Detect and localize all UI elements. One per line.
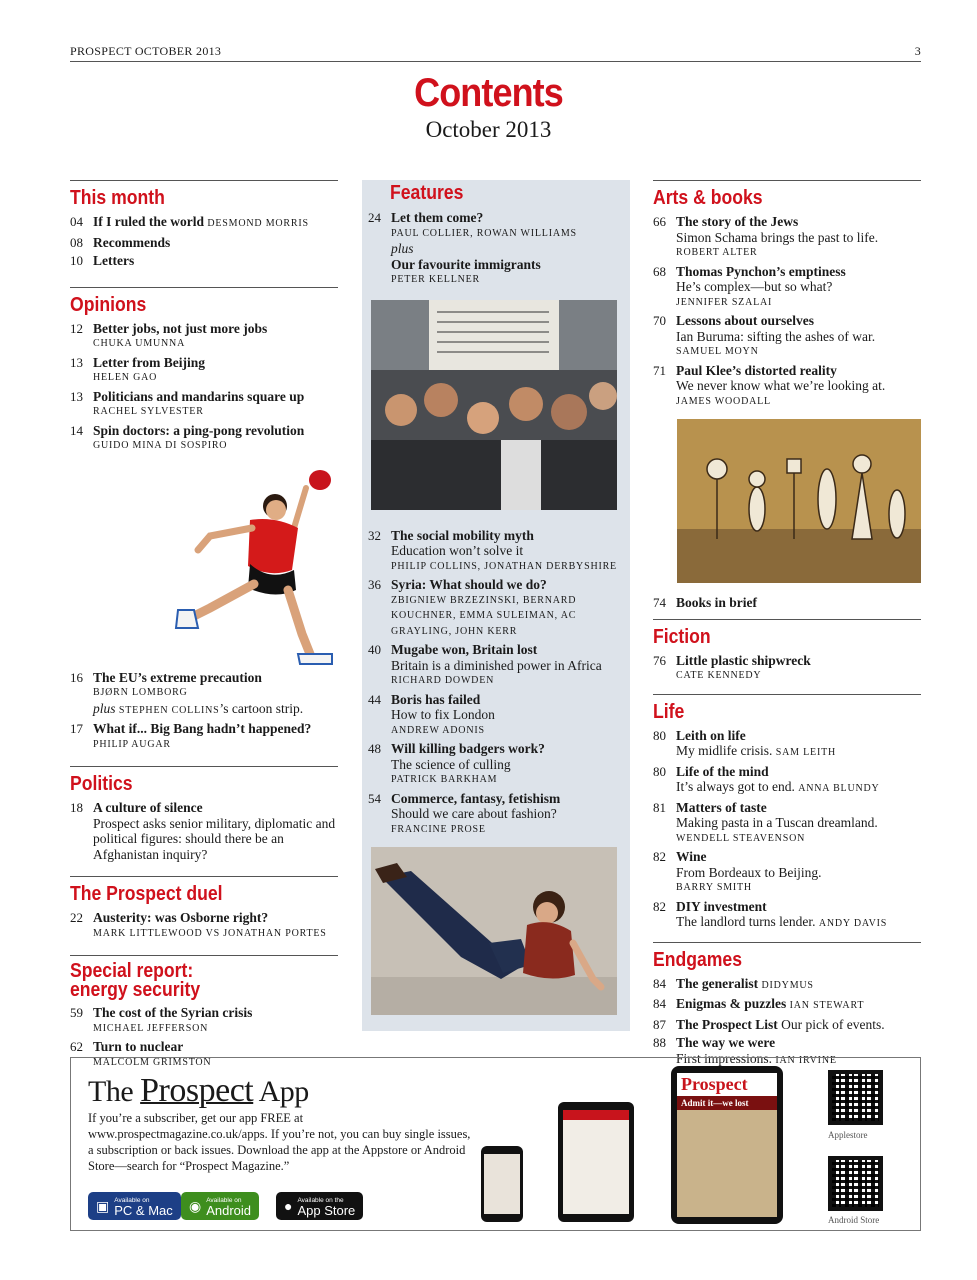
large-tablet-device-image <box>671 1066 783 1224</box>
toc-entry[interactable]: 18 A culture of silence Prospect asks senior military, diplomatic and political figures: should there be an Afghanistan inquiry? <box>70 800 336 862</box>
prospect-app-promo <box>70 1057 921 1231</box>
small-tablet-device-image <box>558 1102 634 1222</box>
toc-entry[interactable]: 82 Wine From Bordeaux to Beijing. BARRY SMITH <box>653 849 822 893</box>
features-panel <box>362 180 630 1031</box>
klee-painting-image <box>677 419 921 583</box>
apple-icon: ● <box>284 1198 293 1214</box>
toc-entry[interactable]: 84 Enigmas & puzzles IAN STEWART <box>653 996 865 1011</box>
section-opinions: Opinions <box>70 287 338 321</box>
toc-entry[interactable]: 88 The way we were First impressions. IAN IRVINE <box>653 1035 837 1066</box>
page-subtitle: October 2013 <box>425 117 552 142</box>
toc-entry[interactable]: 70 Lessons about ourselves Ian Buruma: sifting the ashes of war. SAMUEL MOYN <box>653 313 876 357</box>
section-features: Features <box>390 182 464 204</box>
section-special-report: Special report: energy security <box>70 955 338 1005</box>
toc-entry[interactable]: 13 Politicians and mandarins square up RACHEL SYLVESTER <box>70 388 305 417</box>
page-number: 3 <box>914 44 921 58</box>
android-badge[interactable]: ◉ Available on Android <box>181 1192 259 1220</box>
toc-entry[interactable]: 66 The story of the Jews Simon Schama brings the past to life. ROBERT ALTER <box>653 214 879 258</box>
contents-title-block <box>0 70 977 144</box>
toc-entry[interactable]: 32 The social mobility myth Education won’t solve it PHILIP COLLINS, JONATHAN DERBYSHIRE <box>368 527 617 572</box>
applestore-qr-label: Applestore <box>828 1130 868 1140</box>
section-fiction: Fiction <box>653 619 921 653</box>
right-column <box>653 180 921 1071</box>
app-store-badge[interactable]: ● Available on the App Store <box>276 1192 363 1220</box>
toc-entry[interactable]: 10 Letters <box>70 253 135 268</box>
section-life: Life <box>653 694 921 728</box>
toc-entry[interactable]: 74 Books in brief <box>653 595 758 610</box>
android-store-qr-label: Android Store <box>828 1215 880 1225</box>
toc-entry[interactable]: 36 Syria: What should we do? ZBIGNIEW BRZEZINSKI, BERNARD KOUCHNER, EMMA SULEIMAN, AC GRAYLING, JOHN KERR <box>368 577 577 637</box>
section-politics: Politics <box>70 766 338 800</box>
toc-entry[interactable]: 76 Little plastic shipwreck CATE KENNEDY <box>653 652 811 681</box>
section-arts-books: Arts & books <box>653 180 921 214</box>
toc-entry[interactable]: 16 The EU’s extreme precaution BJØRN LOMBORG plus STEPHEN COLLINS’s cartoon strip. <box>70 669 304 716</box>
toc-entry[interactable]: 87 The Prospect List Our pick of events. <box>653 1016 885 1032</box>
left-column <box>70 180 338 1073</box>
tablet-headline: Admit it—we lost <box>677 1096 777 1110</box>
toc-entry[interactable]: 24 Let them come? PAUL COLLIER, ROWAN WILLIAMS plus Our favourite immigrants PETER KELLNER <box>368 210 577 285</box>
toc-entry[interactable]: 80 Life of the mind It’s always got to end. ANNA BLUNDY <box>653 763 880 794</box>
section-endgames: Endgames <box>653 942 921 976</box>
toc-entry[interactable]: 48 Will killing badgers work? The science of culling PATRICK BARKHAM <box>368 741 545 785</box>
toc-entry[interactable]: 82 DIY investment The landlord turns lender. ANDY DAVIS <box>653 898 888 929</box>
toc-entry[interactable]: 04 If I ruled the world DESMOND MORRIS <box>70 214 309 229</box>
toc-entry[interactable]: 54 Commerce, fantasy, fetishism Should we care about fashion? FRANCINE PROSE <box>368 790 561 835</box>
page-title: Contents <box>414 71 563 115</box>
toc-entry[interactable]: 13 Letter from Beijing HELEN GAO <box>70 354 205 383</box>
phone-device-image <box>481 1146 523 1222</box>
app-promo-text: If you’re a subscriber, get our app FREE at www.prospectmagazine.co.uk/apps. If you’re not, you can buy single issues, a subscription or back issues. Download the app at the Appstore or Android Store—search for “Prospect Magazine.” <box>88 1111 471 1173</box>
app-promo-title: The Prospect App <box>88 1072 309 1109</box>
section-this-month: This month <box>70 180 338 214</box>
pc-mac-badge[interactable]: ▣ Available on PC & Mac <box>88 1192 181 1220</box>
running-header <box>70 44 921 62</box>
toc-entry[interactable]: 68 Thomas Pynchon’s emptiness He’s complex—but so what? JENNIFER SZALAI <box>653 263 846 308</box>
toc-entry[interactable]: 44 Boris has failed How to fix London ANDREW ADONIS <box>368 691 495 736</box>
toc-entry[interactable]: 40 Mugabe won, Britain lost Britain is a diminished power in Africa RICHARD DOWDEN <box>368 642 602 686</box>
toc-entry[interactable]: 81 Matters of taste Making pasta in a Tuscan dreamland. WENDELL STEAVENSON <box>653 799 878 844</box>
toc-entry[interactable]: 12 Better jobs, not just more jobs CHUKA UMUNNA <box>70 320 268 349</box>
android-store-qr-code[interactable] <box>828 1156 883 1211</box>
ping-pong-player-image <box>70 458 338 668</box>
monitor-icon: ▣ <box>96 1198 110 1214</box>
toc-entry[interactable]: 14 Spin doctors: a ping-pong revolution GUIDO MINA DI SOSPIRO <box>70 422 305 451</box>
toc-entry[interactable]: 71 Paul Klee’s distorted reality We never know what we’re looking at. JAMES WOODALL <box>653 362 886 407</box>
tablet-masthead: Prospect <box>677 1073 777 1096</box>
crowd-photo <box>371 300 617 510</box>
toc-entry[interactable]: 62 Turn to nuclear MALCOLM GRIMSTON <box>70 1039 212 1068</box>
toc-entry[interactable]: 17 What if... Big Bang hadn’t happened? PHILIP AUGAR <box>70 721 312 750</box>
toc-entry[interactable]: 80 Leith on life My midlife crisis. SAM LEITH <box>653 727 837 758</box>
android-icon: ◉ <box>189 1198 202 1214</box>
issue-label: PROSPECT OCTOBER 2013 <box>70 44 222 58</box>
toc-entry[interactable]: 22 Austerity: was Osborne right? MARK LITTLEWOOD VS JONATHAN PORTES <box>70 910 327 939</box>
applestore-qr-code[interactable] <box>828 1070 883 1125</box>
toc-entry[interactable]: 84 The generalist DIDYMUS <box>653 975 814 991</box>
section-prospect-duel: The Prospect duel <box>70 876 338 910</box>
toc-entry[interactable]: 59 The cost of the Syrian crisis MICHAEL JEFFERSON <box>70 1005 253 1034</box>
fashion-model-photo <box>371 847 617 1015</box>
toc-entry[interactable]: 08 Recommends <box>70 234 171 250</box>
